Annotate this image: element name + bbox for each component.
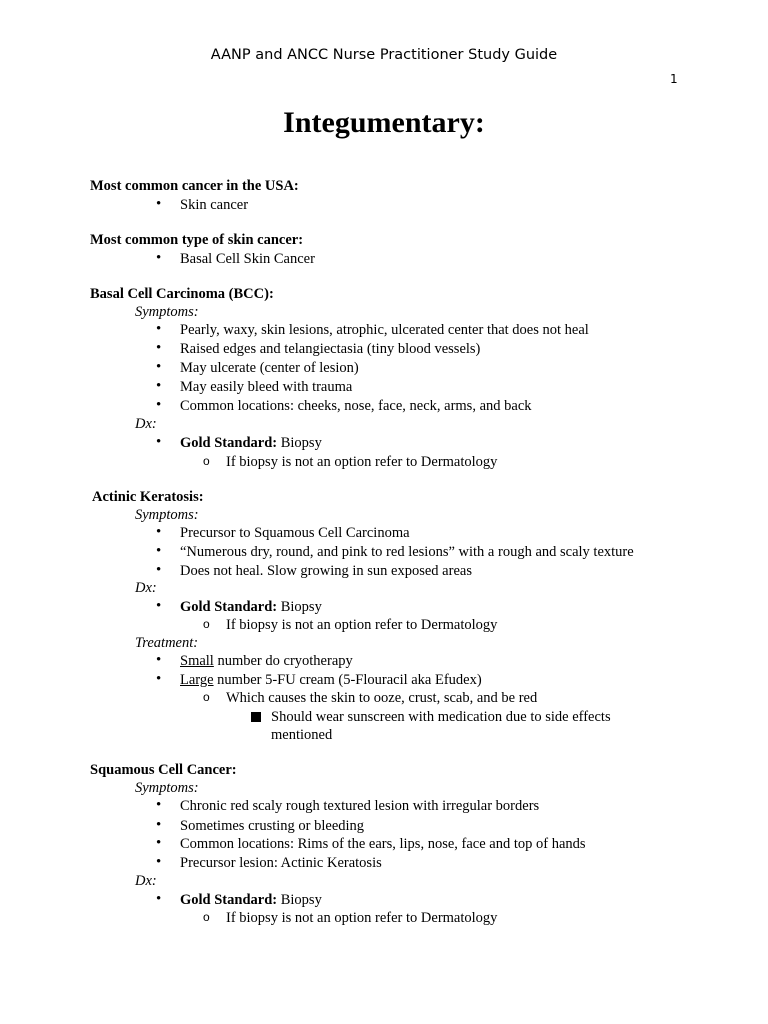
section-heading-actinic-keratosis: Actinic Keratosis:	[92, 489, 204, 505]
list-item: • Skin cancer	[180, 197, 248, 214]
list-item-text: number do cryotherapy	[213, 653, 353, 669]
list-item: • Does not heal. Slow growing in sun exposed areas	[180, 563, 472, 580]
list-item: • Basal Cell Skin Cancer	[180, 251, 315, 268]
sub-list-item: o If biopsy is not an option refer to Dermatology	[226, 454, 497, 471]
subheading-dx: Dx:	[135, 873, 157, 889]
section-heading-scc: Squamous Cell Cancer:	[90, 762, 237, 778]
gold-standard-value: Biopsy	[277, 599, 322, 615]
list-item: • Precursor to Squamous Cell Carcinoma	[180, 525, 410, 542]
list-item-gold-standard	[180, 599, 322, 616]
list-item: • Chronic red scaly rough textured lesion with irregular borders	[180, 798, 539, 815]
list-item: • Common locations: cheeks, nose, face, neck, arms, and back	[180, 398, 532, 415]
subheading-dx: Dx:	[135, 580, 157, 596]
gold-standard-label: Gold Standard:	[180, 892, 278, 908]
page-number: 1	[670, 72, 678, 86]
sub-sub-line-1: Should wear sunscreen with medication due to side effects	[271, 709, 611, 725]
sub-sub-line-2: mentioned	[271, 727, 333, 743]
subheading-symptoms: Symptoms:	[135, 304, 199, 320]
gold-standard-label: Gold Standard:	[180, 599, 278, 615]
subheading-treatment: Treatment:	[135, 635, 199, 651]
sub-list-item: o If biopsy is not an option refer to Dermatology	[226, 910, 497, 927]
gold-standard-label: Gold Standard:	[180, 435, 278, 451]
list-item	[180, 672, 482, 689]
subheading-dx: Dx:	[135, 416, 157, 432]
running-header: AANP and ANCC Nurse Practitioner Study Guide	[210, 47, 558, 63]
list-item: • Sometimes crusting or bleeding	[180, 818, 364, 835]
emphasis-small: Small	[180, 653, 214, 669]
list-item: • May easily bleed with trauma	[180, 379, 352, 396]
list-item-gold-standard	[180, 435, 322, 452]
list-item: • Raised edges and telangiectasia (tiny blood vessels)	[180, 341, 480, 358]
page-title: Integumentary:	[283, 106, 485, 139]
list-item-gold-standard	[180, 892, 322, 909]
list-item: • May ulcerate (center of lesion)	[180, 360, 359, 377]
list-item: • “Numerous dry, round, and pink to red lesions” with a rough and scaly texture	[180, 544, 634, 561]
list-item: • Pearly, waxy, skin lesions, atrophic, ulcerated center that does not heal	[180, 322, 589, 339]
sub-list-item: o If biopsy is not an option refer to Dermatology	[226, 617, 497, 634]
list-item: • Precursor lesion: Actinic Keratosis	[180, 855, 382, 872]
sub-sub-list-item	[271, 708, 611, 744]
list-item-text: number 5-FU cream (5-Flouracil aka Efudex)	[213, 672, 482, 688]
section-heading-most-common-skin-cancer: Most common type of skin cancer:	[90, 232, 304, 248]
gold-standard-value: Biopsy	[277, 435, 322, 451]
emphasis-large: Large	[180, 672, 214, 688]
subheading-symptoms: Symptoms:	[135, 780, 199, 796]
list-item: • Common locations: Rims of the ears, lips, nose, face and top of hands	[180, 836, 586, 853]
sub-list-item: o Which causes the skin to ooze, crust, scab, and be red	[226, 690, 537, 707]
gold-standard-value: Biopsy	[277, 892, 322, 908]
section-heading-most-common-cancer: Most common cancer in the USA:	[90, 178, 299, 194]
list-item	[180, 653, 353, 670]
section-heading-bcc: Basal Cell Carcinoma (BCC):	[90, 286, 274, 302]
subheading-symptoms: Symptoms:	[135, 507, 199, 523]
